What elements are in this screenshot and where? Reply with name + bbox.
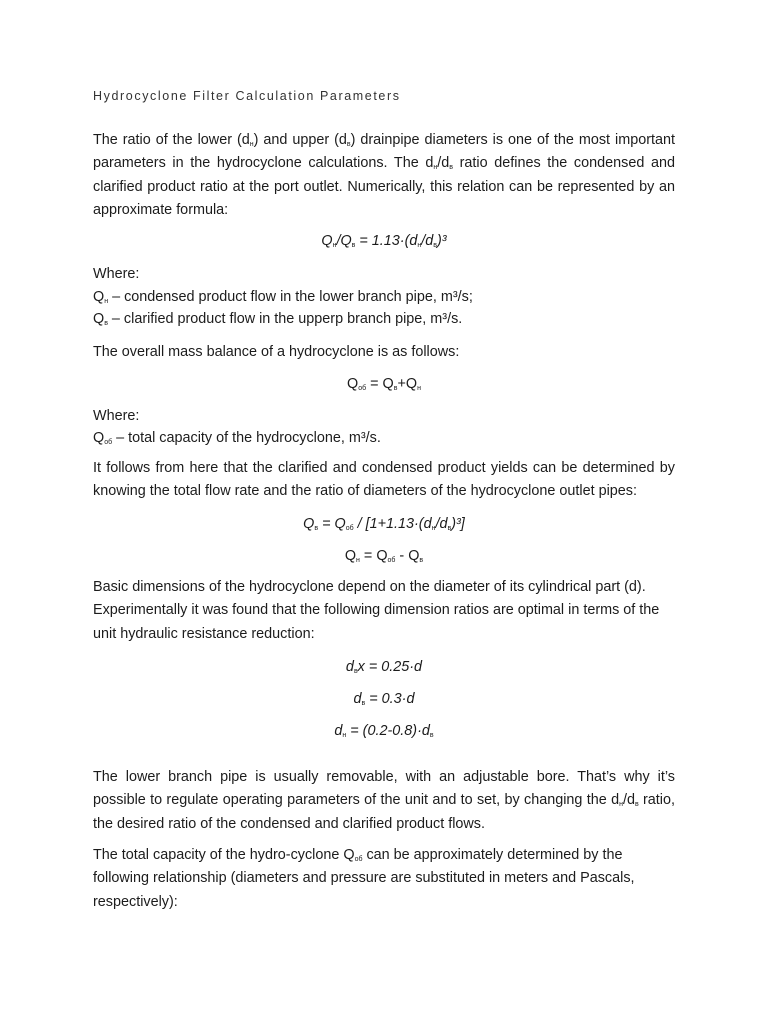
document-title: Hydrocyclone Filter Calculation Parameters [93, 89, 401, 103]
removable-paragraph: The lower branch pipe is usually removable, with an adjustable bore. That’s why it’s possible to regulate operating parameters of the unit and to set, by changing the $d_н/d_в$ ratio, the desired ratio of the condensed and clarified product flows. [93, 769, 675, 832]
definition-qob: $Q_{об}$ – total capacity of the hydrocyclone, m³/s. [93, 430, 381, 446]
definition-qv: $Q_в$ – clarified product flow in the upperp branch pipe, m³/s. [93, 311, 463, 327]
where-label-2: Where: [93, 408, 140, 424]
formula-flow-ratio: $Q_н/Q_в = 1.13\cdot(d_н/d_в)^3$ [321, 233, 447, 249]
yields-paragraph: It follows from here that the clarified and condensed product yields can be determined by knowing the total flow rate and the ratio of diameters of the hydrocyclone outlet pipes: [93, 460, 675, 500]
formula-dv: $d_в = 0.3\cdot d$ [353, 691, 415, 707]
formula-qn: $Q_н = Q_{об} - Q_в$ [344, 548, 424, 564]
formula-qv: $Q_в = Q_{об} / [1+1.13\cdot(d_н/d_в)^3]$ [303, 516, 465, 532]
capacity-paragraph: The total capacity of the hydro-cyclone $Q_{об}$ can be approximately determined by the following relationship (diameters and pressure are substituted in meters and Pascals, respectively): [93, 847, 635, 910]
formula-mass-balance: $Q_{об} = Q_в+Q_н$ [347, 376, 421, 392]
formula-dvx: $d_вx = 0.25\cdot d$ [345, 659, 423, 675]
definition-qn: $Q_н$ – condensed product flow in the lower branch pipe, m³/s; [93, 289, 473, 305]
formula-dn: $d_н = (0.2-0.8)\cdot d_в$ [334, 723, 434, 739]
where-label-1: Where: [93, 266, 140, 282]
intro-paragraph: The ratio of the lower $(d_н)$ and upper $(d_в)$ drainpipe diameters is one of the most important parameters in the hydrocyclone calculations. The $d_н/d_в$ ratio defines the condensed and clarified product ratio at the port outlet. Numerically, this relation can be represented by an approximate formula: [93, 132, 675, 218]
mass-balance-text: The overall mass balance of a hydrocyclone is as follows: [93, 344, 460, 360]
dimensions-paragraph: Basic dimensions of the hydrocyclone depend on the diameter of its cylindrical part (d). Experimentally it was found that the following dimension ratios are optimal in terms of the unit hydraulic resistance reduction: [93, 579, 660, 642]
